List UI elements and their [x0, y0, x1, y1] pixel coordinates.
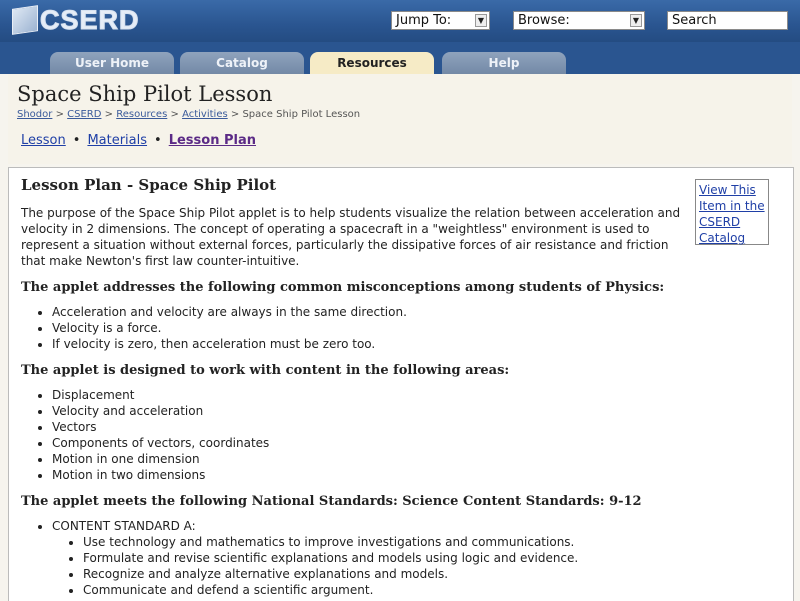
list-item: [52, 518, 681, 598]
tab-resources[interactable]: Resources: [310, 52, 434, 74]
misconceptions-list: [21, 304, 681, 352]
list-item: • Motion in one dimension: [52, 451, 681, 467]
subnav-lesson[interactable]: Lesson: [21, 133, 66, 148]
standards-heading: The applet meets the following National Standards: Science Content Standards: 9-12: [21, 494, 642, 509]
breadcrumb-separator: >: [230, 109, 240, 120]
misconceptions-heading: The applet addresses the following common misconceptions among students of Physics:: [21, 280, 665, 295]
list-item: • Velocity is a force.: [52, 320, 681, 336]
breadcrumb-shodor[interactable]: Shodor: [17, 109, 53, 120]
list-item: • Displacement: [52, 387, 681, 403]
bullet-icon: •: [72, 133, 81, 148]
standard-a-label: CONTENT STANDARD A:: [52, 519, 196, 533]
list-item: • Communicate and defend a scientific argument.: [83, 582, 681, 598]
breadcrumb-separator: >: [55, 109, 64, 120]
list-item: • Components of vectors, coordinates: [52, 435, 681, 451]
list-item: • Formulate and revise scientific explanations and models using logic and evidence.: [83, 550, 681, 566]
tab-catalog[interactable]: Catalog: [180, 52, 304, 74]
cserd-logo[interactable]: [12, 5, 140, 35]
breadcrumb-resources[interactable]: Resources: [116, 109, 168, 120]
list-item: • Vectors: [52, 419, 681, 435]
dropdown-arrow-icon: ▼: [475, 14, 487, 27]
lesson-subnav: [21, 133, 256, 148]
logo-cube-icon: [12, 5, 38, 35]
title-area: [8, 74, 792, 164]
breadcrumb-separator: >: [104, 109, 114, 120]
search-placeholder: Search: [672, 13, 717, 28]
breadcrumb-current: Space Ship Pilot Lesson: [242, 109, 361, 120]
main-content: [8, 167, 794, 601]
page-title: Space Ship Pilot Lesson: [17, 82, 273, 106]
top-header: [0, 0, 800, 43]
list-item: • Motion in two dimensions: [52, 467, 681, 483]
standard-a-sublist: [52, 534, 681, 598]
standards-list: [21, 518, 681, 598]
intro-paragraph: The purpose of the Space Ship Pilot applet is to help students visualize the relation between acceleration and velocity in 2 dimensions. The concept of operating a spacecraft in a "weightless" environment is used to represent a situation without external forces, particularly the dissipative forces of air resistance and friction that make Newton's first law counter-intuitive.: [21, 206, 681, 268]
jump-to-select[interactable]: [391, 11, 490, 30]
jump-to-label: Jump To:: [396, 13, 452, 28]
tab-bar: [0, 42, 800, 74]
lesson-plan-article: [21, 176, 681, 598]
breadcrumb: [17, 109, 360, 120]
subnav-materials[interactable]: Materials: [87, 133, 148, 148]
subnav-lesson-plan[interactable]: Lesson Plan: [168, 133, 257, 148]
bullet-icon: •: [154, 133, 162, 148]
logo-text: CSERD: [40, 4, 140, 35]
list-item: • Acceleration and velocity are always in the same direction.: [52, 304, 681, 320]
list-item: • Recognize and analyze alternative explanations and models.: [83, 566, 681, 582]
content-areas-heading: The applet is designed to work with content in the following areas:: [21, 363, 510, 378]
breadcrumb-separator: >: [170, 109, 179, 120]
breadcrumb-cserd[interactable]: CSERD: [67, 109, 102, 120]
lesson-plan-heading: Lesson Plan - Space Ship Pilot: [21, 176, 277, 194]
list-item: • If velocity is zero, then acceleration must be zero too.: [52, 336, 681, 352]
browse-select[interactable]: [513, 11, 645, 30]
list-item: • Velocity and acceleration: [52, 403, 681, 419]
dropdown-arrow-icon: ▼: [630, 14, 642, 27]
search-input[interactable]: [667, 11, 788, 30]
content-areas-list: [21, 387, 681, 483]
view-in-catalog-link[interactable]: View This Item in the CSERD Catalog: [699, 183, 765, 245]
browse-label: Browse:: [518, 13, 570, 28]
list-item: • Use technology and mathematics to improve investigations and communications.: [83, 534, 681, 550]
tab-user-home[interactable]: User Home: [50, 52, 174, 74]
tab-help[interactable]: Help: [442, 52, 566, 74]
catalog-link-box: [695, 179, 769, 245]
breadcrumb-activities[interactable]: Activities: [182, 109, 228, 120]
